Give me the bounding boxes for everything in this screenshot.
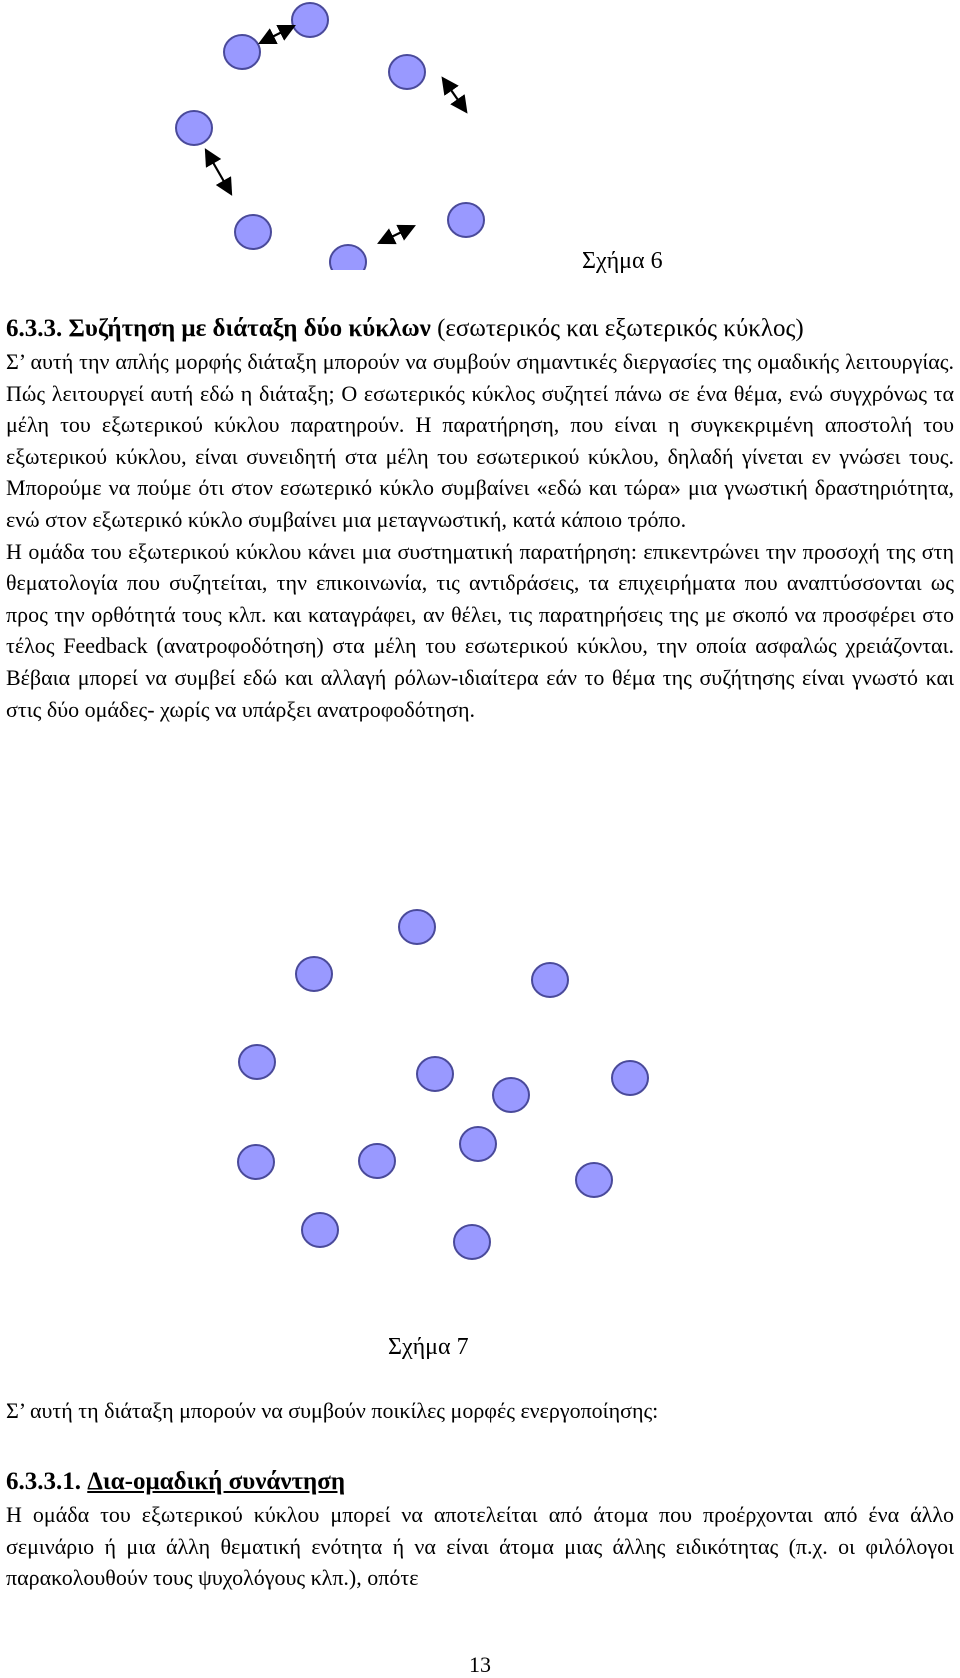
circle — [302, 1213, 338, 1247]
subsection-title: Δια-ομαδική συνάντηση — [87, 1468, 346, 1495]
circle — [399, 910, 435, 944]
circle — [493, 1078, 529, 1112]
circle-group — [176, 3, 484, 270]
section-title-bold: Συζήτηση με διάταξη δύο κύκλων — [68, 315, 431, 342]
page-number: 13 — [469, 1652, 491, 1677]
section-6-3-3-1 — [6, 1465, 954, 1594]
circle — [532, 963, 568, 997]
section-heading — [6, 312, 954, 346]
circle — [576, 1163, 612, 1197]
figure-6-diagram — [0, 0, 960, 270]
circle — [224, 35, 260, 69]
circle — [176, 111, 212, 145]
double-arrow — [207, 152, 230, 192]
circle — [454, 1225, 490, 1259]
subsection-number: 6.3.3.1. — [6, 1468, 81, 1495]
circle — [235, 215, 271, 249]
figure-7-diagram — [0, 900, 960, 1300]
circle — [296, 957, 332, 991]
circle — [417, 1057, 453, 1091]
subsection-heading — [6, 1465, 954, 1499]
section-title-rest: (εσωτερικός και εξωτερικός κύκλος) — [437, 315, 804, 342]
circle — [239, 1045, 275, 1079]
intro-forms-block — [6, 1395, 954, 1427]
circle — [612, 1061, 648, 1095]
intro-forms: Σ’ αυτή τη διάταξη μπορούν να συμβούν ποικίλες μορφές ενεργοποίησης: — [6, 1398, 659, 1423]
figure-6-caption: Σχήμα 6 — [582, 248, 663, 274]
inner-circle-group — [359, 1057, 529, 1178]
circle — [460, 1127, 496, 1161]
section-6-3-3 — [6, 312, 954, 725]
subsection-paragraph: Η ομάδα του εξωτερικού κύκλου μπορεί να αποτελείται από άτομα που προέρχονται από ένα άλλο σεμινάριο ή μια άλλη θεματική ενότητα ή να είναι άτομα μιας άλλης ειδικότητας (π.χ. οι φιλόλογοι παρακολουθούν τους ψυχολόγους κλπ.), οπότε — [6, 1502, 954, 1591]
paragraph-1: Σ’ αυτή την απλής μορφής διάταξη μπορούν να συμβούν σημαντικές διεργασίες της ομαδικής λειτουργίας. Πώς λειτουργεί αυτή εδώ η διάταξη; Ο εσωτερικός κύκλος συζητεί πάνω σε ένα θέμα, ενώ συγχρόνως τα μέλη του εξωτερικού κύκλου παρατηρούν. Η παρατήρηση, που είναι η συγκεκριμένη αποστολή του εξωτερικού κύκλου, είναι συνειδητή στα μέλη του εσωτερικού κύκλου, δηλαδή γίνεται εν γνώσει τους. Μπορούμε να πούμε ότι στον εσωτερικό κύκλο συμβαίνει «εδώ και τώρα» μια γνωστική δραστηριότητα, ενώ στον εξωτερικό κύκλο συμβαίνει μια μεταγνωστική, κατά κάποιο τρόπο. — [6, 349, 954, 532]
circle — [448, 203, 484, 237]
circle — [238, 1145, 274, 1179]
double-arrow — [444, 80, 465, 110]
circle — [359, 1144, 395, 1178]
circle — [292, 3, 328, 37]
figure-7-caption: Σχήμα 7 — [388, 1334, 469, 1360]
section-number: 6.3.3. — [6, 315, 63, 342]
paragraph-2: Η ομάδα του εξωτερικού κύκλου κάνει μια συστηματική παρατήρηση: επικεντρώνει την προσοχή της στη θεματολογία που συζητείται, την επικοινωνία, τις αντιδράσεις, τα επιχειρήματα που αναπτύσσονται ως προς την ορθότητά τους κλπ. και καταγράφει, αν θέλει, τις παρατηρήσεις της με σκοπό να προσφέρει στο τέλος Feedback (ανατροφοδότηση) στα μέλη του εσωτερικού κύκλου, την οποία ασφαλώς χρειάζονται. Βέβαια μπορεί να συμβεί εδώ και αλλαγή ρόλων-ιδιαίτερα εάν το θέμα της συζήτησης είναι γνωστό και στις δύο ομάδες- χωρίς να υπάρξει ανατροφοδότηση. — [6, 538, 954, 722]
circle — [389, 55, 425, 89]
circle — [330, 245, 366, 270]
double-arrow — [262, 27, 292, 42]
double-arrow — [381, 227, 412, 242]
